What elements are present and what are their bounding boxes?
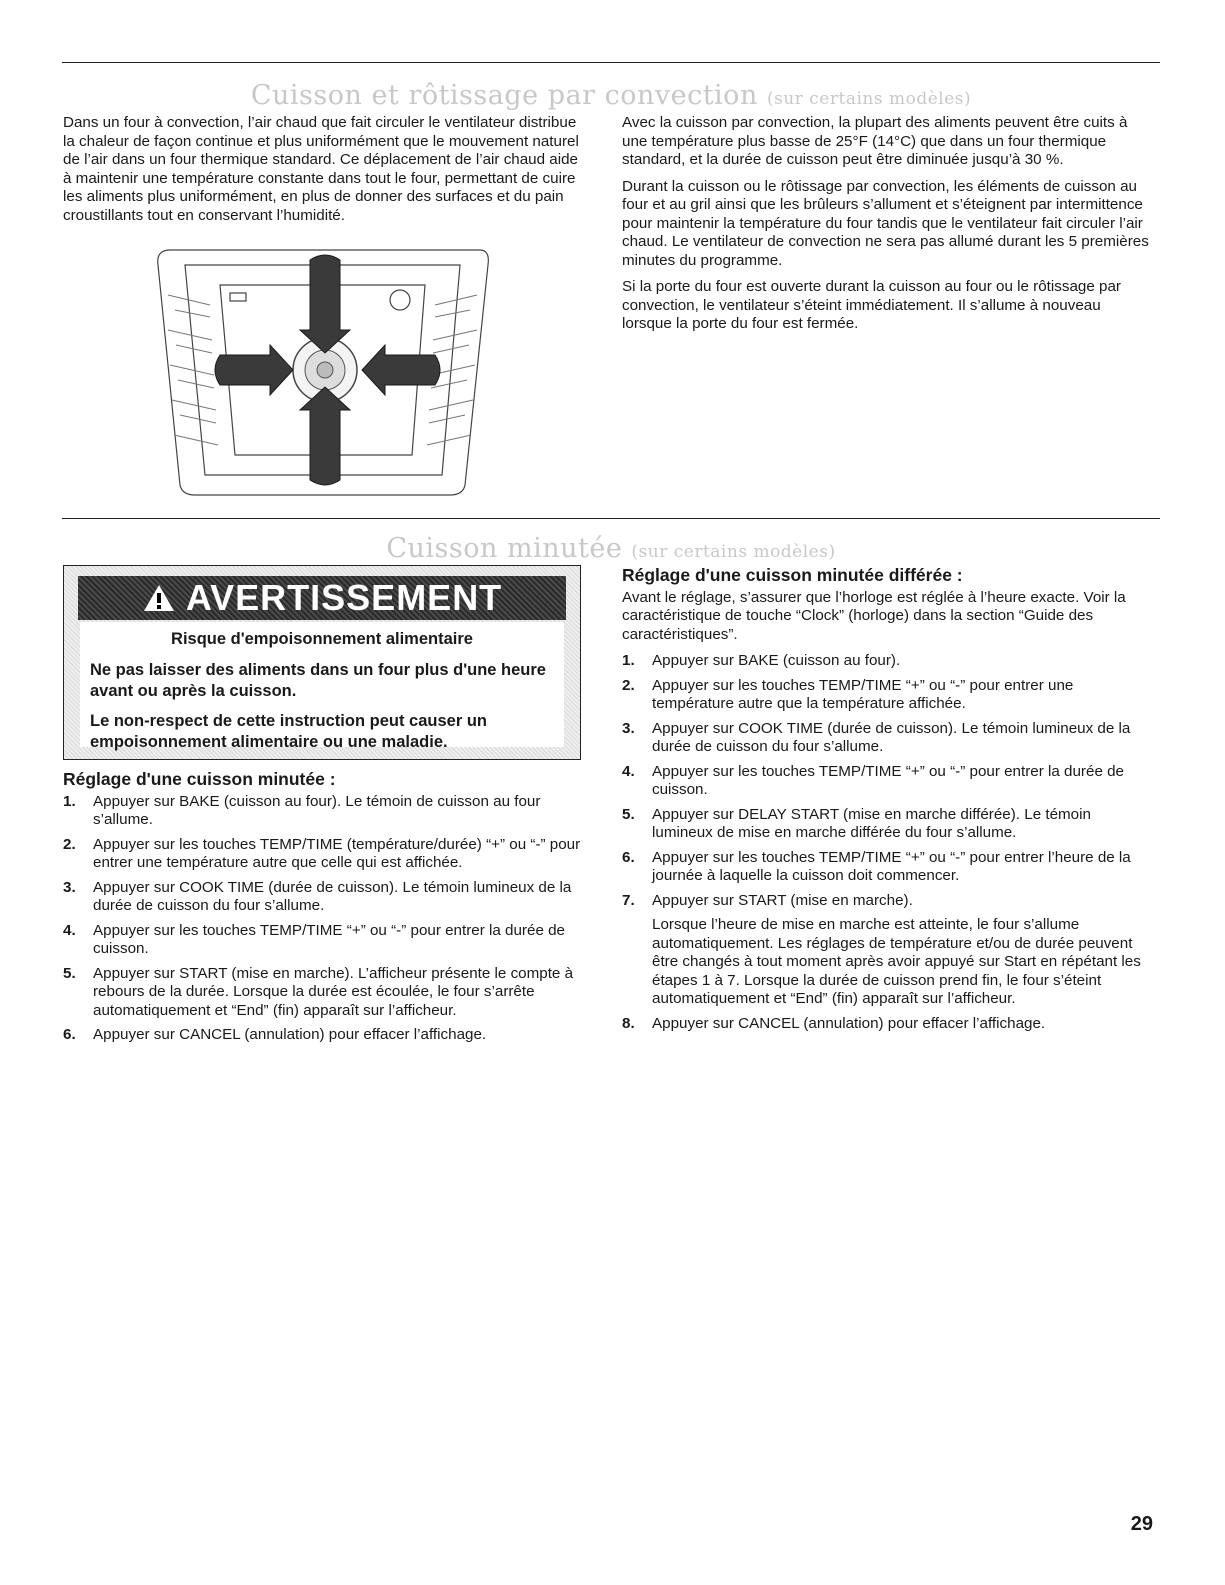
convection-left-column: [63, 114, 588, 233]
warning-triangle-icon: [142, 583, 176, 613]
delayed-cooking-steps: [622, 652, 1152, 1033]
timed-cooking-heading: Réglage d'une cuisson minutée :: [63, 769, 336, 789]
convection-paragraph: Durant la cuisson ou le rôtissage par convection, les éléments de cuisson au four et au gril ainsi que les brûleurs s’allument et s’éteignent par intermittence pour maintenir la température du four tandis que le ventilateur fait circuler l’air chaud. Le ventilateur de convection ne sera pas allumé durant les 5 premières minutes du programme.: [622, 177, 1149, 269]
section-title-timed-cooking: Cuisson minutée (sur certains modèles): [386, 533, 836, 564]
list-item: 5. Appuyer sur DELAY START (mise en marche différée). Le témoin lumineux de mise en marche différée du four s’allume.: [622, 805, 1091, 841]
top-rule: [62, 62, 1160, 63]
warning-heading: Risque d'empoisonnement alimentaire: [171, 630, 473, 648]
warning-line: Ne pas laisser des aliments dans un four plus d'une heure avant ou après la cuisson.: [90, 661, 546, 700]
list-item: 6. Appuyer sur CANCEL (annulation) pour effacer l’affichage.: [63, 1026, 487, 1043]
page-number: 29: [1130, 1513, 1153, 1535]
warning-banner: [78, 576, 566, 620]
convection-paragraph: Avec la cuisson par convection, la plupart des aliments peuvent être cuits à une température plus basse de 25°F (14°C) que dans un four thermique standard, et la durée de cuisson peut être diminuée jusqu’à 30 %.: [622, 114, 1128, 168]
list-item: 7. Appuyer sur START (mise en marche). Lorsque l’heure de mise en marche est atteinte, le four s’allume automatiquement. Les réglages de température et/ou de durée peuvent être changés à tout moment après avoir appuyé sur Start en répétant les étapes 1 à 7. Lorsque la durée de cuisson prend fin, le four s’éteint automatiquement et “End” (fin) apparaît sur l’afficheur.: [622, 892, 1152, 1009]
delayed-cooking-heading: Réglage d'une cuisson minutée différée :: [622, 565, 963, 585]
list-item: 3. Appuyer sur COOK TIME (durée de cuisson). Le témoin lumineux de la durée de cuisson du four s’allume.: [63, 878, 572, 914]
step-continuation: Lorsque l’heure de mise en marche est atteinte, le four s’allume automatiquement. Les réglages de température et/ou de durée peuvent être changés à tout moment après avoir appuyé sur Start en répétant les étapes 1 à 7. Lorsque la durée de cuisson prend fin, le four s’éteint automatiquement et “End” (fin) apparaît sur l’afficheur.: [652, 916, 1141, 1007]
convection-right-column: [622, 114, 1152, 342]
section-title-convection: Cuisson et rôtissage par convection (sur certains modèles): [250, 80, 972, 111]
list-item: 8. Appuyer sur CANCEL (annulation) pour effacer l’affichage.: [622, 1014, 1046, 1032]
delayed-cooking-intro: Avant le réglage, s’assurer que l’horloge est réglée à l’heure exacte. Voir la caractéristique de touche “Clock” (horloge) dans la section “Guide des caractéristiques”.: [622, 588, 1126, 643]
list-item: 3. Appuyer sur COOK TIME (durée de cuisson). Le témoin lumineux de la durée de cuisson du four s’allume.: [622, 719, 1131, 755]
list-item: 2. Appuyer sur les touches TEMP/TIME (température/durée) “+” ou “-” pour entrer une température autre que celle qui est affichée.: [63, 835, 581, 871]
warning-line: Le non-respect de cette instruction peut causer un empoisonnement alimentaire ou une maladie.: [90, 712, 487, 751]
list-item: 2. Appuyer sur les touches TEMP/TIME “+” ou “-” pour entrer une température autre que la température affichée.: [622, 676, 1074, 712]
timed-cooking-steps: [63, 793, 588, 1045]
middle-rule: [62, 518, 1160, 519]
list-item: 1. Appuyer sur BAKE (cuisson au four).: [622, 652, 901, 669]
convection-intro-paragraph: Dans un four à convection, l’air chaud que fait circuler le ventilateur distribue la chaleur de façon continue et plus uniformément que le mouvement naturel de l’air dans un four thermique standard. Ce déplacement de l’air chaud aide à maintenir une température constante dans tout le four, permettant de cuire les aliments plus uniformément, en plus de donner des surfaces et du pain croustillants tout en conservant l’humidité.: [63, 114, 579, 224]
warning-title: AVERTISSEMENT: [185, 577, 503, 618]
list-item: 4. Appuyer sur les touches TEMP/TIME “+” ou “-” pour entrer la durée de cuisson.: [622, 762, 1124, 798]
timed-cooking-column: [63, 770, 588, 1051]
warning-box: [63, 565, 581, 760]
list-item: 6. Appuyer sur les touches TEMP/TIME “+” ou “-” pour entrer l’heure de la journée à laquelle la cuisson doit commencer.: [622, 848, 1131, 884]
delayed-cooking-column: [622, 566, 1152, 1039]
convection-oven-diagram: [150, 245, 495, 500]
list-item: 4. Appuyer sur les touches TEMP/TIME “+” ou “-” pour entrer la durée de cuisson.: [63, 921, 565, 957]
list-item: 1. Appuyer sur BAKE (cuisson au four). Le témoin de cuisson au four s’allume.: [63, 792, 541, 828]
convection-paragraph: Si la porte du four est ouverte durant la cuisson au four ou le rôtissage par convection, le ventilateur s’éteint immédiatement. Il s’allume à nouveau lorsque la porte du four est fermée.: [622, 278, 1121, 332]
list-item: 5. Appuyer sur START (mise en marche). L’afficheur présente le compte à rebours de la durée. Lorsque la durée est écoulée, le four s’arrête automatiquement et “End” (fin) apparaît sur l’afficheur.: [63, 964, 574, 1019]
